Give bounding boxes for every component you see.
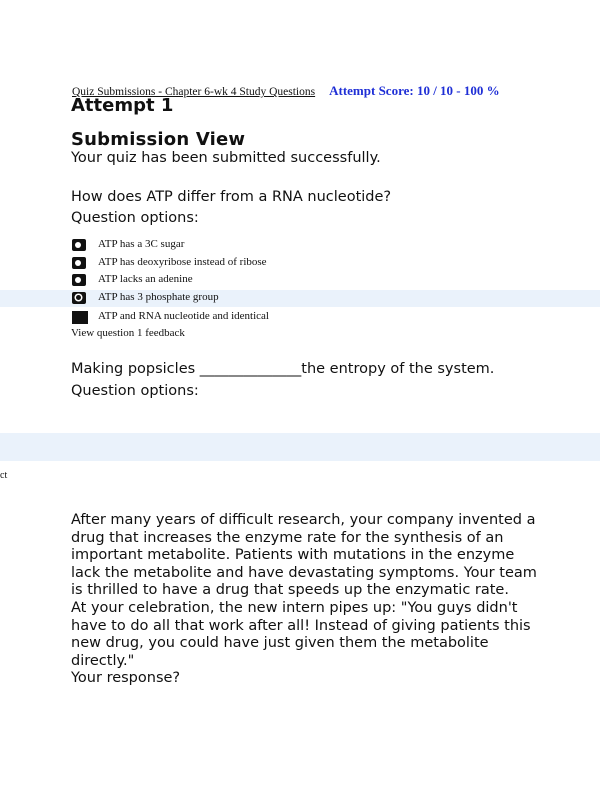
- option-label: ATP has a 3C sugar: [98, 238, 185, 250]
- question-3-text: [71, 512, 541, 688]
- option-label: ATP lacks an adenine: [98, 273, 193, 285]
- submission-view-title: Submission View: [71, 129, 246, 150]
- question-3-prompt: Your response?: [71, 670, 181, 687]
- option-label: ATP has deoxyribose instead of ribose: [98, 256, 267, 268]
- submission-message: Your quiz has been submitted successfully.: [71, 150, 381, 166]
- question-1-feedback-link[interactable]: View question 1 feedback: [71, 327, 185, 339]
- option-label: ATP has 3 phosphate group: [98, 291, 219, 303]
- radio-button-selected-icon[interactable]: [72, 292, 86, 304]
- radio-button-icon[interactable]: [72, 274, 86, 286]
- radio-button-icon[interactable]: [72, 239, 86, 251]
- question-1-option-3[interactable]: [0, 272, 600, 289]
- question-2-options-label: Question options:: [71, 383, 199, 399]
- question-3-paragraph-2: At your celebration, the new intern pipes up: "You guys didn't have to do all that work after all! Instead of giving patients this new drug, you could have just given them the metabolite directly.": [71, 599, 531, 669]
- question-2-text: Making popsicles ______________the entropy of the system.: [71, 361, 495, 377]
- radio-button-icon[interactable]: [72, 311, 88, 324]
- question-1-option-4-selected[interactable]: [0, 290, 600, 307]
- cut-off-text: ct: [0, 470, 8, 481]
- question-1-text: How does ATP differ from a RNA nucleotide?: [71, 189, 392, 205]
- option-label: ATP and RNA nucleotide and identical: [98, 310, 269, 322]
- attempt-title: Attempt 1: [71, 95, 174, 116]
- question-1-option-1[interactable]: [0, 237, 600, 254]
- question-1-option-2[interactable]: [0, 255, 600, 272]
- question-2-option-band[interactable]: [0, 433, 600, 461]
- attempt-score: Attempt Score: 10 / 10 - 100 %: [329, 83, 500, 98]
- breadcrumb-link[interactable]: Quiz Submissions - Chapter 6-wk 4 Study Questions: [72, 86, 316, 98]
- radio-button-icon[interactable]: [72, 257, 86, 269]
- question-3-paragraph-1: After many years of difficult research, your company invented a drug that increases the enzyme rate for the synthesis of an important metabolite. Patients with mutations in the enzyme lack the metabolite and have devastating symptoms. Your team is thrilled to have a drug that speeds up the enzymatic rate.: [71, 512, 537, 599]
- question-1-option-5[interactable]: [0, 309, 600, 326]
- question-1-options-label: Question options:: [71, 210, 199, 226]
